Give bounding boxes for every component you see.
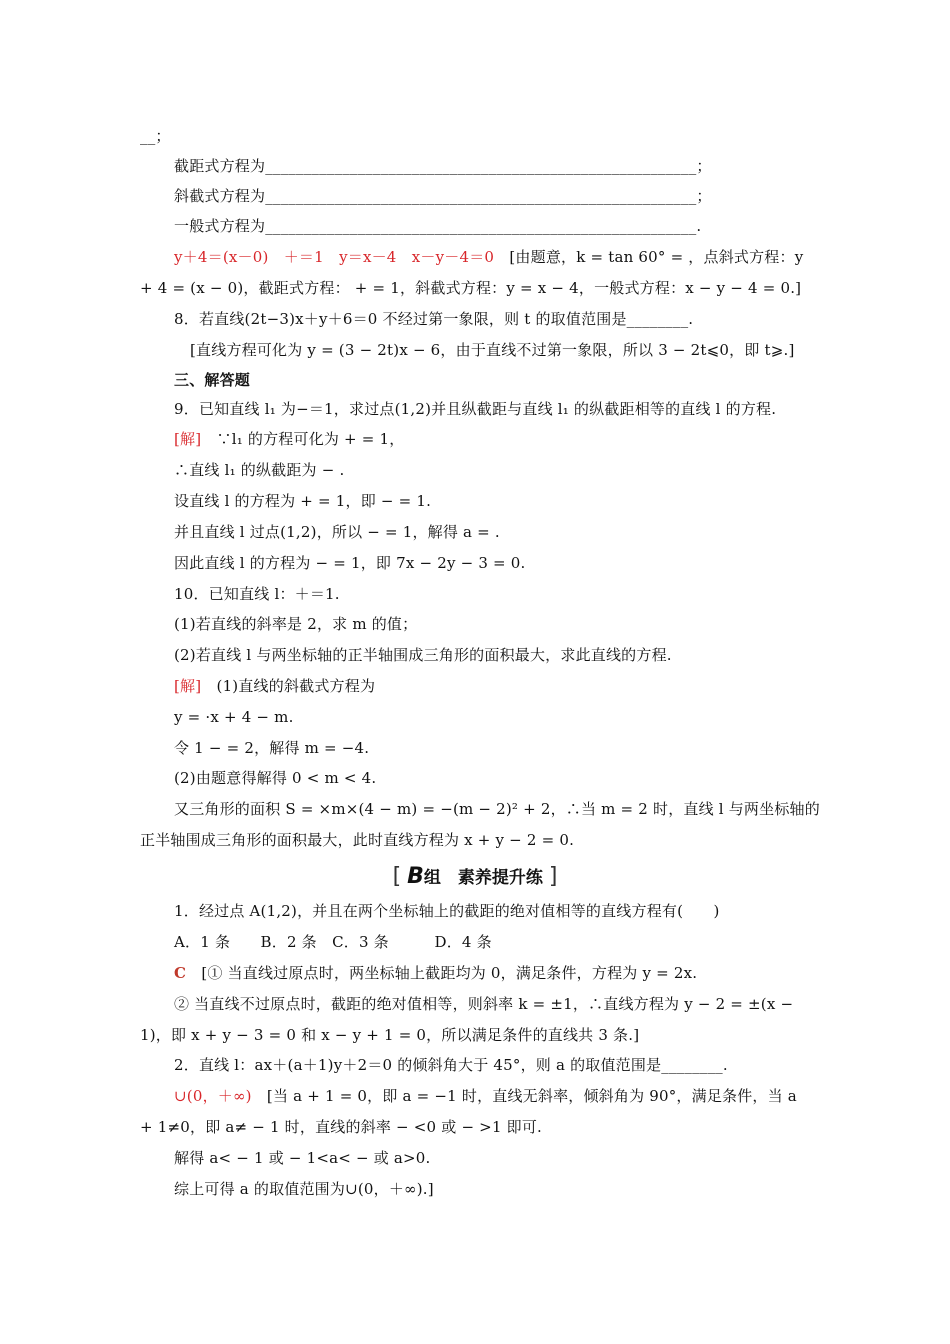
group-label: 组 素养提升练 xyxy=(423,868,543,888)
text-line: 又三角形的面积 S = ×m×(4 − m) = −(m − 2)² + 2，∴当 m = 2 时，直线 l 与两坐标轴的 xyxy=(174,800,820,818)
text-line: 一般式方程为________________________________________________________. xyxy=(174,217,702,235)
question-b1: 1．经过点 A(1,2)，并且在两个坐标轴上的截距的绝对值相等的直线方程有( ) xyxy=(174,902,720,920)
text-line: 截距式方程为________________________________________________________； xyxy=(174,157,712,175)
answer-line xyxy=(174,963,697,983)
group-letter: B xyxy=(407,864,424,889)
text-line: ∴直线 l₁ 的纵截距为 − . xyxy=(174,461,345,479)
answer-letter: C xyxy=(174,964,187,982)
text-line: + 4 = (x − 0)，截距式方程： + = 1，斜截式方程：y = x − 4，一般式方程：x − y − 4 = 0.] xyxy=(140,279,802,297)
solution-line xyxy=(174,676,375,696)
text-line: 设直线 l 的方程为 + = 1，即 − = 1. xyxy=(174,492,432,510)
text-line: (2)若直线 l 与两坐标轴的正半轴围成三角形的面积最大，求此直线的方程. xyxy=(174,646,672,664)
text-line: 解得 a< − 1 或 − 1<a< − 或 a>0. xyxy=(174,1149,431,1167)
text-line: y = ·x + 4 − m. xyxy=(174,708,294,726)
explanation-line: [直线方程可化为 y = (3 − 2t)x − 6，由于直线不过第一象限，所以 3 − 2t⩽0，即 t⩾.] xyxy=(190,341,795,359)
text-line: (1)若直线的斜率是 2，求 m 的值； xyxy=(174,615,418,633)
text-line: 综上可得 a 的取值范围为∪(0，＋∞).] xyxy=(174,1180,434,1198)
text-line: (2)由题意得解得 0 < m < 4. xyxy=(174,769,377,787)
solution-tag: [解] xyxy=(174,430,202,448)
text-line: 令 1 − = 2，解得 m = −4. xyxy=(174,739,370,757)
question-10: 10．已知直线 l：＋＝1. xyxy=(174,585,340,603)
answer-text: y＋4＝(x－0) ＋＝1 y＝x－4 x－y－4＝0 xyxy=(174,248,495,266)
text-line: 1)，即 x + y − 3 = 0 和 x − y + 1 = 0，所以满足条件的直线共 3 条.] xyxy=(140,1026,640,1044)
answer-text: ∪(0，＋∞) xyxy=(174,1087,252,1105)
answer-line xyxy=(174,247,803,267)
text-line: __； xyxy=(140,127,171,145)
text-line: + 1≠0，即 a≠ − 1 时，直线的斜率 − <0 或 − >1 即可. xyxy=(140,1118,543,1136)
question-b2: 2．直线 l：ax＋(a＋1)y＋2＝0 的倾斜角大于 45°，则 a 的取值范围是________. xyxy=(174,1056,728,1074)
options-line: A．1 条 B．2 条 C．3 条 D．4 条 xyxy=(174,933,492,951)
section-heading: 三、解答题 xyxy=(174,371,251,389)
solution-line xyxy=(174,429,404,449)
bracket-open: [ xyxy=(392,864,402,889)
explanation-text: [① 当直线过原点时，两坐标轴上截距均为 0，满足条件，方程为 y = 2x. xyxy=(186,964,698,982)
solution-text: ∵l₁ 的方程可化为 + = 1， xyxy=(201,430,405,448)
answer-line xyxy=(174,1086,797,1106)
explanation-text: [由题意，k = tan 60° = ，点斜式方程：y xyxy=(494,248,804,266)
text-line: ② 当直线不过原点时，截距的绝对值相等，则斜率 k = ±1，∴直线方程为 y − 2 = ±(x − xyxy=(174,995,794,1013)
text-line: 因此直线 l 的方程为 − = 1，即 7x − 2y − 3 = 0. xyxy=(174,554,526,572)
question-8: 8．若直线(2t−3)x＋y＋6＝0 不经过第一象限，则 t 的取值范围是________. xyxy=(174,310,694,328)
solution-tag: [解] xyxy=(174,677,202,695)
question-9: 9．已知直线 l₁ 为−＝1，求过点(1,2)并且纵截距与直线 l₁ 的纵截距相等的直线 l 的方程. xyxy=(174,400,777,418)
solution-text: (1)直线的斜截式方程为 xyxy=(201,677,376,695)
text-line: 并且直线 l 过点(1,2)，所以 − = 1，解得 a = . xyxy=(174,523,500,541)
text-line: 斜截式方程为________________________________________________________； xyxy=(174,187,712,205)
bracket-close: ] xyxy=(548,864,558,889)
section-banner-b xyxy=(0,864,950,891)
text-line: 正半轴围成三角形的面积最大，此时直线方程为 x + y − 2 = 0. xyxy=(140,831,575,849)
explanation-text: [当 a + 1 = 0，即 a = −1 时，直线无斜率，倾斜角为 90°，满足条件，当 a xyxy=(251,1087,797,1105)
